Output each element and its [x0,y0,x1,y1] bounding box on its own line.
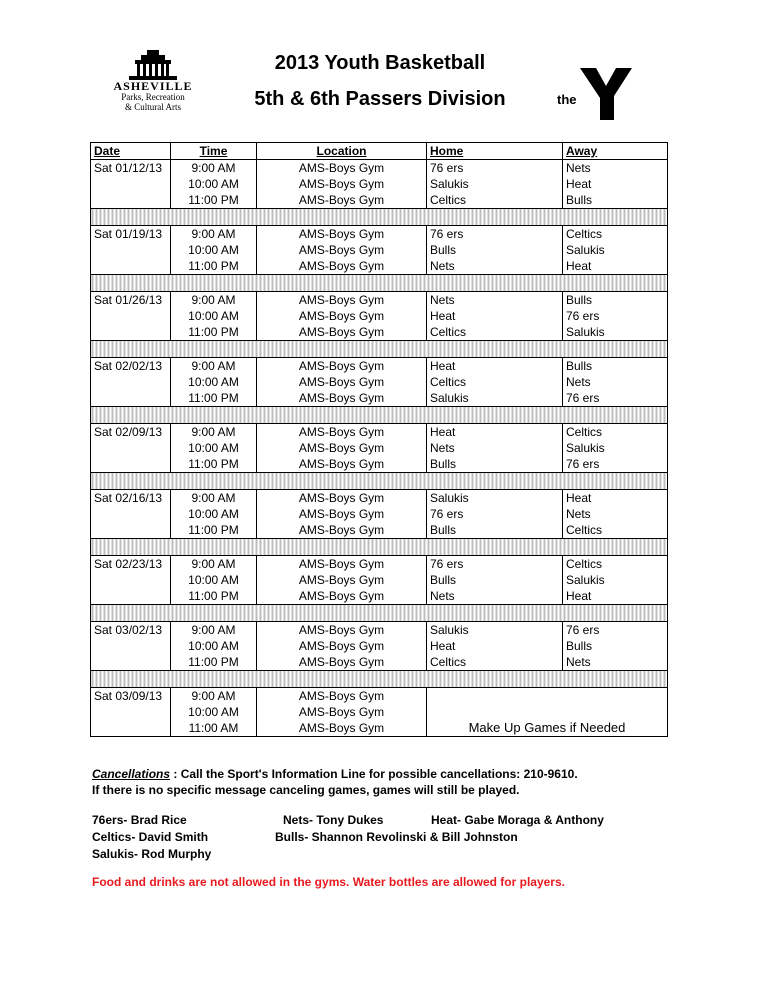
home-cell: Bulls [427,572,563,588]
away-cell: Bulls [563,638,668,654]
date-cell [91,720,171,737]
asheville-logo [104,50,202,118]
time-cell: 11:00 PM [171,258,257,275]
building-icon [125,50,181,80]
home-cell: Bulls [427,456,563,473]
coach-contacts [92,812,652,864]
away-cell: Heat [563,490,668,507]
header-row [91,143,668,160]
coach-76ers: 76ers- Brad Rice [92,813,187,827]
cancellations-line2: If there is no specific message canceling games, games will still be played. [92,783,520,797]
time-cell: 9:00 AM [171,556,257,573]
location-cell: AMS-Boys Gym [257,556,427,573]
table-row [91,424,668,441]
away-cell: Celtics [563,226,668,243]
week-divider [91,671,668,688]
location-cell: AMS-Boys Gym [257,160,427,177]
home-cell: Heat [427,424,563,441]
home-cell: Bulls [427,522,563,539]
cancellations-text1: Call the Sport's Information Line for possible cancellations: 210-9610. [180,767,578,781]
coach-heat: Heat- Gabe Moraga & Anthony [431,813,604,827]
home-cell: Nets [427,292,563,309]
week-divider [91,341,668,358]
ymca-logo [554,66,636,122]
y-icon [580,66,632,120]
away-cell: Celtics [563,424,668,441]
week-divider [91,407,668,424]
time-cell: 11:00 AM [171,720,257,737]
date-cell [91,638,171,654]
away-cell: Heat [563,588,668,605]
home-cell: 76 ers [427,226,563,243]
table-row [91,456,668,473]
away-cell: 76 ers [563,622,668,639]
away-cell: Heat [563,176,668,192]
week-divider [91,209,668,226]
table-row [91,390,668,407]
divider-pattern [91,539,668,556]
time-cell: 11:00 PM [171,324,257,341]
home-cell: Nets [427,258,563,275]
date-cell [91,572,171,588]
date-cell: Sat 02/02/13 [91,358,171,375]
date-cell [91,324,171,341]
date-cell: Sat 03/09/13 [91,688,171,705]
makeup-note: Make Up Games if Needed [427,688,668,737]
time-cell: 11:00 PM [171,390,257,407]
away-cell: Nets [563,506,668,522]
date-cell [91,704,171,720]
divider-pattern [91,275,668,292]
date-cell: Sat 01/12/13 [91,160,171,177]
time-cell: 10:00 AM [171,308,257,324]
table-row [91,588,668,605]
schedule-table [90,142,668,737]
time-cell: 9:00 AM [171,226,257,243]
away-cell: 76 ers [563,390,668,407]
date-cell [91,456,171,473]
time-cell: 9:00 AM [171,688,257,705]
time-cell: 10:00 AM [171,176,257,192]
time-cell: 11:00 PM [171,522,257,539]
divider-pattern [91,671,668,688]
time-cell: 9:00 AM [171,358,257,375]
home-cell: Salukis [427,176,563,192]
table-row [91,440,668,456]
away-cell: Salukis [563,440,668,456]
date-cell [91,308,171,324]
table-row [91,258,668,275]
cancellations-line1 [92,766,578,782]
date-cell: Sat 02/16/13 [91,490,171,507]
table-row [91,358,668,375]
divider-pattern [91,209,668,226]
location-cell: AMS-Boys Gym [257,242,427,258]
logo-name: ASHEVILLE [113,79,193,93]
home-cell: Nets [427,588,563,605]
date-cell [91,522,171,539]
away-cell: Celtics [563,522,668,539]
home-cell: Celtics [427,324,563,341]
table-row [91,226,668,243]
location-cell: AMS-Boys Gym [257,440,427,456]
coach-celtics: Celtics- David Smith [92,830,209,844]
away-cell: 76 ers [563,456,668,473]
divider-pattern [91,473,668,490]
time-cell: 9:00 AM [171,490,257,507]
home-cell: Nets [427,440,563,456]
time-cell: 10:00 AM [171,572,257,588]
location-cell: AMS-Boys Gym [257,688,427,705]
date-cell [91,258,171,275]
away-cell: Bulls [563,192,668,209]
location-cell: AMS-Boys Gym [257,490,427,507]
week-divider [91,539,668,556]
time-cell: 9:00 AM [171,622,257,639]
header-location: Location [257,143,427,160]
time-cell: 9:00 AM [171,424,257,441]
location-cell: AMS-Boys Gym [257,638,427,654]
cancellations-section [92,766,578,798]
coach-nets: Nets- Tony Dukes [283,813,384,827]
table-row [91,688,668,705]
time-cell: 10:00 AM [171,242,257,258]
location-cell: AMS-Boys Gym [257,456,427,473]
table-row [91,242,668,258]
divider-pattern [91,605,668,622]
time-cell: 9:00 AM [171,160,257,177]
home-cell: Heat [427,358,563,375]
logo-line3: & Cultural Arts [125,102,181,112]
away-cell: Salukis [563,324,668,341]
table-row [91,622,668,639]
time-cell: 9:00 AM [171,292,257,309]
location-cell: AMS-Boys Gym [257,192,427,209]
location-cell: AMS-Boys Gym [257,622,427,639]
location-cell: AMS-Boys Gym [257,424,427,441]
time-cell: 10:00 AM [171,704,257,720]
home-cell: Heat [427,308,563,324]
location-cell: AMS-Boys Gym [257,308,427,324]
header-home: Home [427,143,563,160]
home-cell: Celtics [427,374,563,390]
cancellations-label: Cancellations [92,767,171,781]
page-subtitle: 5th & 6th Passers Division [254,88,506,110]
home-cell: 76 ers [427,160,563,177]
location-cell: AMS-Boys Gym [257,226,427,243]
page-title: 2013 Youth Basketball [274,52,486,74]
coach-salukis: Salukis- Rod Murphy [92,847,212,861]
date-cell: Sat 01/26/13 [91,292,171,309]
away-cell: Bulls [563,292,668,309]
location-cell: AMS-Boys Gym [257,292,427,309]
table-row [91,556,668,573]
date-cell: Sat 02/23/13 [91,556,171,573]
home-cell: Salukis [427,622,563,639]
location-cell: AMS-Boys Gym [257,258,427,275]
table-row [91,490,668,507]
location-cell: AMS-Boys Gym [257,324,427,341]
location-cell: AMS-Boys Gym [257,572,427,588]
time-cell: 10:00 AM [171,506,257,522]
home-cell: 76 ers [427,506,563,522]
header-date: Date [91,143,171,160]
date-cell: Sat 02/09/13 [91,424,171,441]
week-divider [91,605,668,622]
table-row [91,522,668,539]
location-cell: AMS-Boys Gym [257,374,427,390]
away-cell: Nets [563,160,668,177]
table-row [91,638,668,654]
home-cell: Heat [427,638,563,654]
time-cell: 11:00 PM [171,654,257,671]
away-cell: Celtics [563,556,668,573]
table-row [91,176,668,192]
away-cell: Salukis [563,572,668,588]
header-away: Away [563,143,668,160]
location-cell: AMS-Boys Gym [257,176,427,192]
location-cell: AMS-Boys Gym [257,522,427,539]
date-cell [91,390,171,407]
date-cell [91,506,171,522]
date-cell [91,242,171,258]
week-divider [91,473,668,490]
time-cell: 11:00 PM [171,192,257,209]
date-cell: Sat 01/19/13 [91,226,171,243]
table-row [91,374,668,390]
table-row [91,506,668,522]
food-notice: Food and drinks are not allowed in the gyms. Water bottles are allowed for players. [92,875,565,889]
divider-pattern [91,341,668,358]
coach-bulls: Bulls- Shannon Revolinski & Bill Johnston [275,830,518,844]
ymca-logo-text: the [557,92,577,107]
table-row [91,654,668,671]
schedule-body [91,160,668,737]
time-cell: 10:00 AM [171,440,257,456]
location-cell: AMS-Boys Gym [257,654,427,671]
date-cell [91,654,171,671]
location-cell: AMS-Boys Gym [257,704,427,720]
table-row [91,324,668,341]
home-cell: Bulls [427,242,563,258]
location-cell: AMS-Boys Gym [257,720,427,737]
away-cell: Nets [563,374,668,390]
time-cell: 11:00 PM [171,456,257,473]
date-cell [91,588,171,605]
week-divider [91,275,668,292]
table-row [91,160,668,177]
date-cell [91,440,171,456]
away-cell: Salukis [563,242,668,258]
time-cell: 10:00 AM [171,374,257,390]
home-cell: Celtics [427,192,563,209]
logo-line2: Parks, Recreation [121,92,185,102]
table-row [91,192,668,209]
away-cell: 76 ers [563,308,668,324]
home-cell: Salukis [427,390,563,407]
table-row [91,572,668,588]
table-row [91,308,668,324]
divider-pattern [91,407,668,424]
location-cell: AMS-Boys Gym [257,506,427,522]
away-cell: Nets [563,654,668,671]
header-time: Time [171,143,257,160]
table-row [91,292,668,309]
location-cell: AMS-Boys Gym [257,358,427,375]
date-cell [91,176,171,192]
home-cell: 76 ers [427,556,563,573]
date-cell [91,374,171,390]
cancellations-sep: : [170,767,181,781]
date-cell [91,192,171,209]
location-cell: AMS-Boys Gym [257,588,427,605]
location-cell: AMS-Boys Gym [257,390,427,407]
away-cell: Heat [563,258,668,275]
home-cell: Celtics [427,654,563,671]
home-cell: Salukis [427,490,563,507]
away-cell: Bulls [563,358,668,375]
time-cell: 10:00 AM [171,638,257,654]
date-cell: Sat 03/02/13 [91,622,171,639]
time-cell: 11:00 PM [171,588,257,605]
